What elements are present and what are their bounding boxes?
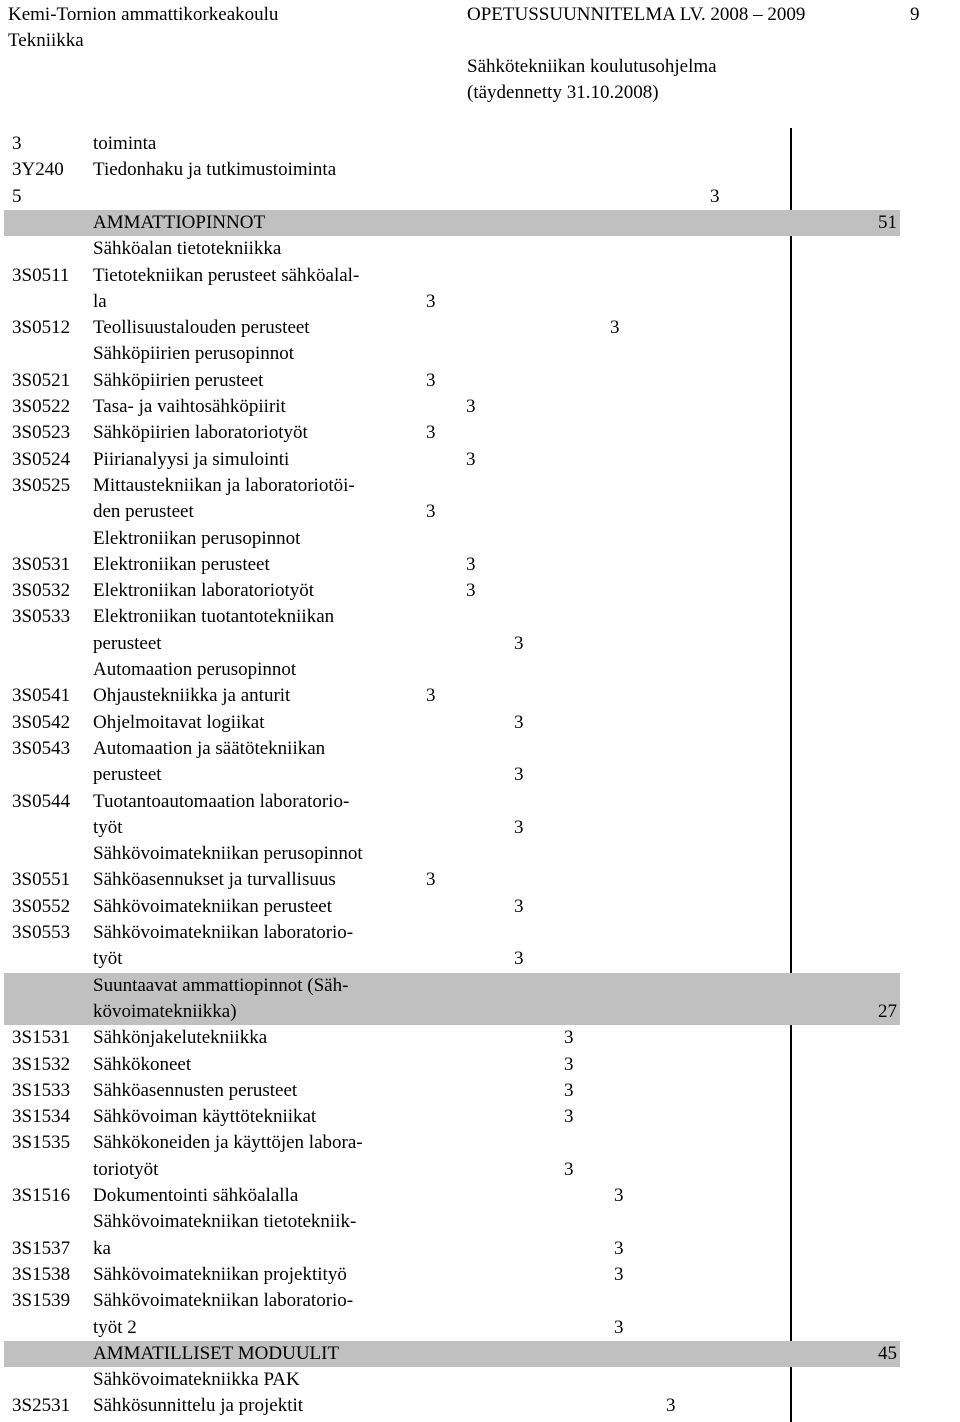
credits: 3: [514, 632, 524, 654]
course-name: ka: [93, 1237, 111, 1259]
course-name: toiminta: [93, 133, 157, 154]
course-name: perusteet: [93, 764, 162, 786]
course-name: Elektroniikan tuotantotekniikan: [93, 606, 335, 628]
course-code: 3: [12, 133, 22, 154]
course-name: Sähkösunnittelu ja projektit: [93, 1395, 304, 1417]
credits: 3: [514, 764, 524, 786]
course-code: 5: [12, 185, 22, 207]
course-name: työt 2: [93, 1316, 137, 1338]
section-heading: AMMATTIOPINNOT: [93, 211, 266, 233]
course-code: 3S1533: [12, 1079, 71, 1101]
course-name: Sähköpiirien perusteet: [93, 369, 264, 391]
credits: 3: [564, 1053, 574, 1075]
section-heading: Sähköalan tietotekniikka: [93, 238, 282, 260]
credits: 3: [564, 1079, 574, 1101]
credits: 3: [610, 317, 620, 339]
credits: 3: [710, 185, 720, 207]
credits: 3: [466, 448, 476, 470]
course-name: Elektroniikan laboratoriotyöt: [93, 580, 315, 602]
institution-name: Kemi-Tornion ammattikorkeakoulu: [8, 4, 279, 25]
course-name: toriotyöt: [93, 1158, 159, 1180]
course-name: Tuotantoautomaation laboratorio-: [93, 790, 350, 812]
course-name: Dokumentointi sähköalalla: [93, 1185, 299, 1206]
course-code: 3S1534: [12, 1106, 71, 1128]
course-code: 3S1537: [12, 1237, 71, 1259]
course-name: Sähkövoimatekniikan laboratorio-: [93, 922, 354, 943]
course-code: 3S0512: [12, 317, 71, 339]
section-heading: AMMATILLISET MODUULIT: [93, 1342, 340, 1364]
credits: 3: [466, 580, 476, 602]
course-code: 3S0541: [12, 685, 71, 707]
section-total-credits: 51: [878, 211, 897, 233]
section-heading: Sähköpiirien perusopinnot: [93, 343, 295, 365]
course-code: 3S1516: [12, 1185, 71, 1206]
course-code: 3S0542: [12, 711, 71, 733]
credits: 3: [426, 369, 436, 391]
section-heading: Sähkövoimatekniikan tietotekniik-: [93, 1211, 357, 1233]
course-code: 3S0543: [12, 737, 71, 759]
course-code: 3S0511: [12, 264, 70, 286]
credits: 3: [564, 1027, 574, 1049]
course-name: Automaation ja säätötekniikan: [93, 737, 326, 759]
section-total-credits: 45: [878, 1342, 897, 1364]
course-name: Sähkövoimatekniikan projektityö: [93, 1263, 347, 1285]
course-name: työt: [93, 816, 123, 838]
course-name: Sähkökoneet: [93, 1053, 192, 1075]
course-name: työt: [93, 948, 123, 970]
course-code: 3S0551: [12, 869, 71, 891]
course-code: 3S0533: [12, 606, 71, 628]
section-heading: Suuntaavat ammattiopinnot (Säh-: [93, 974, 349, 996]
document-title: OPETUSSUUNNITELMA LV. 2008 – 2009: [467, 4, 806, 25]
course-code: 3S0524: [12, 448, 71, 470]
course-code: 3S1531: [12, 1027, 71, 1049]
course-code: 3S0522: [12, 396, 71, 417]
course-name: Elektroniikan perusteet: [93, 553, 270, 575]
section-heading: kövoimatekniikka): [93, 1000, 237, 1022]
course-name: Sähkövoimatekniikan laboratorio-: [93, 1290, 354, 1312]
course-name: Sähkövoiman käyttötekniikat: [93, 1106, 317, 1128]
credits: 3: [666, 1395, 676, 1417]
course-code: 3S0553: [12, 922, 71, 943]
course-name: perusteet: [93, 632, 162, 654]
course-code: 3S0531: [12, 553, 71, 575]
column-divider: [790, 128, 792, 1422]
course-name: Mittaustekniikan ja laboratoriotöi-: [93, 474, 355, 496]
credits: 3: [564, 1106, 574, 1128]
section-heading: Elektroniikan perusopinnot: [93, 527, 301, 549]
course-name: Tiedonhaku ja tutkimustoiminta: [93, 159, 337, 181]
course-code: 3S1535: [12, 1132, 71, 1154]
credits: 3: [426, 290, 436, 312]
course-code: 3S0523: [12, 422, 71, 444]
course-name: Tasa- ja vaihtosähköpiirit: [93, 396, 286, 417]
course-name: Tietotekniikan perusteet sähköalal-: [93, 264, 360, 286]
programme-name: Sähkötekniikan koulutusohjelma: [467, 56, 717, 77]
course-name: Sähköasennusten perusteet: [93, 1079, 298, 1101]
credits: 3: [564, 1158, 574, 1180]
unit-name: Tekniikka: [8, 30, 84, 51]
course-name: Teollisuustalouden perusteet: [93, 317, 310, 339]
course-code: 3S1539: [12, 1290, 71, 1312]
course-name: Ohjaustekniikka ja anturit: [93, 685, 291, 707]
section-total-credits: 27: [878, 1000, 897, 1022]
course-name: Sähkönjakelutekniikka: [93, 1027, 268, 1049]
course-code: 3S0532: [12, 580, 71, 602]
updated-note: (täydennetty 31.10.2008): [467, 82, 659, 103]
course-name: Sähkökoneiden ja käyttöjen labora-: [93, 1132, 363, 1154]
course-code: 3S1532: [12, 1053, 71, 1075]
course-name: den perusteet: [93, 501, 194, 523]
course-name: Sähköpiirien laboratoriotyöt: [93, 422, 308, 444]
course-code: 3S0544: [12, 790, 71, 812]
credits: 3: [426, 869, 436, 891]
credits: 3: [614, 1237, 624, 1259]
course-code: 3S2531: [12, 1395, 71, 1417]
credits: 3: [514, 816, 524, 838]
course-name: Sähköasennukset ja turvallisuus: [93, 869, 336, 891]
course-name: Sähkövoimatekniikan perusteet: [93, 895, 333, 917]
section-heading: Sähkövoimatekniikka PAK: [93, 1369, 300, 1391]
course-name: Piirianalyysi ja simulointi: [93, 448, 290, 470]
credits: 3: [426, 422, 436, 444]
course-code: 3S1538: [12, 1263, 71, 1285]
credits: 3: [614, 1185, 624, 1206]
credits: 3: [514, 895, 524, 917]
credits: 3: [614, 1263, 624, 1285]
credits: 3: [614, 1316, 624, 1338]
section-heading: Automaation perusopinnot: [93, 659, 297, 680]
credits: 3: [466, 553, 476, 575]
course-code: 3S0521: [12, 369, 71, 391]
page-number: 9: [910, 4, 920, 25]
credits: 3: [514, 711, 524, 733]
credits: 3: [514, 948, 524, 970]
section-heading: Sähkövoimatekniikan perusopinnot: [93, 843, 363, 865]
course-code: 3Y240: [12, 159, 64, 181]
course-code: 3S0552: [12, 895, 71, 917]
credits: 3: [426, 501, 436, 523]
course-name: la: [93, 290, 107, 312]
credits: 3: [426, 685, 436, 707]
course-code: 3S0525: [12, 474, 71, 496]
course-name: Ohjelmoitavat logiikat: [93, 711, 265, 733]
credits: 3: [466, 396, 476, 417]
